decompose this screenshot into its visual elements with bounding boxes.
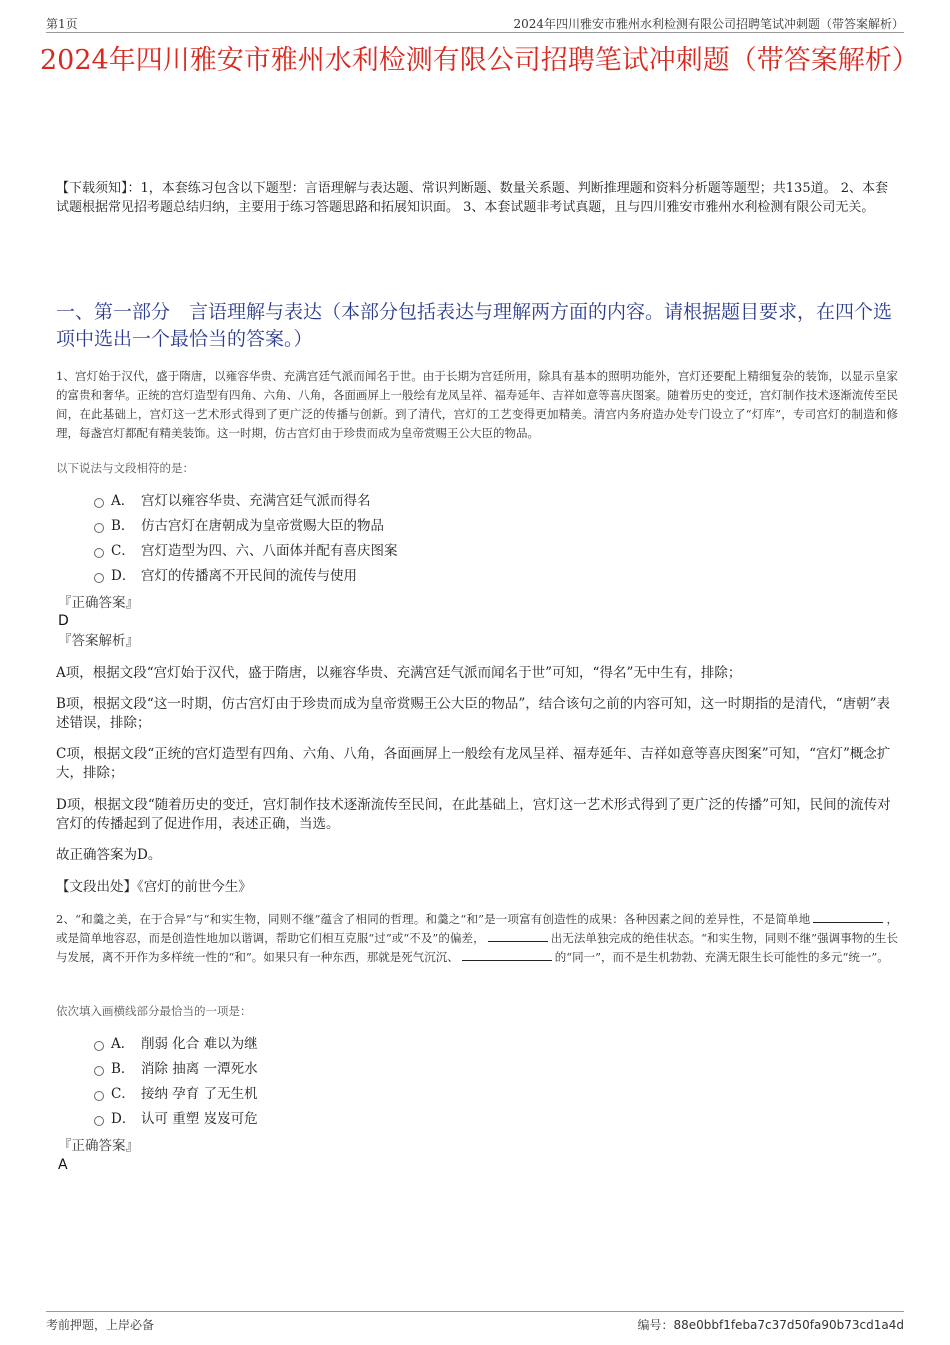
q2-option-d[interactable]: D． 认可 重塑 岌岌可危 — [92, 1108, 792, 1133]
radio-icon[interactable] — [94, 523, 104, 533]
q2-answer: A — [58, 1157, 68, 1173]
q2-answer-label: 『正确答案』 — [58, 1138, 139, 1154]
q1-prompt: 以下说法与文段相符的是： — [56, 461, 194, 475]
radio-icon[interactable] — [94, 548, 104, 558]
q2-option-c[interactable]: C． 接纳 孕育 了无生机 — [92, 1083, 792, 1108]
document-code: 88e0bbf1feba7c37d50fa90b73cd1a4d — [673, 1318, 904, 1332]
radio-icon[interactable] — [94, 1091, 104, 1101]
fill-blank-2 — [488, 929, 548, 942]
q1-analysis-label: 『答案解析』 — [58, 633, 139, 649]
document-title: 2024年四川雅安市雅州水利检测有限公司招聘笔试冲刺题（带答案解析） — [40, 45, 919, 76]
section-heading: 一、第一部分 言语理解与表达（本部分包括表达与理解两方面的内容。请根据题目要求，在四个选项中选出一个最恰当的答案。） — [56, 301, 893, 350]
radio-icon[interactable] — [94, 1066, 104, 1076]
fill-blank-3 — [462, 948, 552, 961]
q1-source: 【文段出处】《宫灯的前世今生》 — [56, 879, 252, 895]
q1-analysis-b: B项，根据文段“这一时期，仿古宫灯由于珍贵而成为皇帝赏赐王公大臣的物品”，结合该句之前的内容可知，这一时期指的是清代，“唐朝”表述错误，排除； — [56, 696, 891, 731]
radio-icon[interactable] — [94, 1116, 104, 1126]
q1-option-b[interactable]: B． 仿古宫灯在唐朝成为皇帝赏赐大臣的物品 — [92, 515, 792, 540]
q1-conclusion: 故正确答案为D。 — [56, 847, 162, 863]
radio-icon[interactable] — [94, 498, 104, 508]
q2-passage: 2、“和羹之美，在于合异”与“和实生物，同则不继”蕴含了相同的哲理。和羹之“和”是一项富有创造性的成果：各种因素之间的差异性，不是简单地 ，或是简单地容忍，而是创造性地加以谐调，帮助它们相互克服“过”或“不及”的偏差， 出无法单独完成的绝佳状态。“和实生物，同则不继”强调事物的生长与发展，离不开作为多样统一性的“和”。如果只有一种东西，那就是死气沉沉、 的“同一”，而不是生机勃勃、充满无限生长可能性的多元“统一”。 — [56, 912, 899, 964]
q2-option-a[interactable]: A． 削弱 化合 难以为继 — [92, 1033, 792, 1058]
q1-analysis-a: A项，根据文段“宫灯始于汉代，盛于隋唐，以雍容华贵、充满宫廷气派而闻名于世”可知，“得名”无中生有，排除； — [56, 665, 742, 681]
q1-answer-label: 『正确答案』 — [58, 595, 139, 611]
q1-option-c[interactable]: C． 宫灯造型为四、六、八面体并配有喜庆图案 — [92, 540, 792, 565]
q2-option-b[interactable]: B． 消除 抽离 一潭死水 — [92, 1058, 792, 1083]
radio-icon[interactable] — [94, 573, 104, 583]
footer-slogan: 考前押题，上岸必备 — [46, 1318, 155, 1332]
q2-prompt: 依次填入画横线部分最恰当的一项是： — [56, 1004, 252, 1018]
q1-analysis-d: D项，根据文段“随着历史的变迁，宫灯制作技术逐渐流传至民间，在此基础上，宫灯这一艺术形式得到了更广泛的传播”可知，民间的流传对宫灯的传播起到了促进作用，表述正确，当选。 — [56, 797, 891, 832]
q1-analysis-c: C项，根据文段“正统的宫灯造型有四角、六角、八角，各面画屏上一般绘有龙凤呈祥、福寿延年、吉祥如意等喜庆图案”可知，“宫灯”概念扩大，排除； — [56, 746, 891, 781]
fill-blank-1 — [813, 910, 883, 923]
q1-options — [92, 490, 792, 590]
page-footer — [46, 1311, 904, 1336]
footer-code: 编号：88e0bbf1feba7c37d50fa90b73cd1a4d — [637, 1318, 904, 1332]
q1-answer: D — [58, 613, 69, 629]
q1-option-a[interactable]: A． 宫灯以雍容华贵、充满宫廷气派而得名 — [92, 490, 792, 515]
radio-icon[interactable] — [94, 1041, 104, 1051]
header-doc-title: 2024年四川雅安市雅州水利检测有限公司招聘笔试冲刺题（带答案解析） — [513, 17, 904, 31]
q1-passage: 1、宫灯始于汉代，盛于隋唐，以雍容华贵、充满宫廷气派而闻名于世。由于长期为宫廷所用，除具有基本的照明功能外，宫灯还要配上精细复杂的装饰，以显示皇家的富贵和奢华。正统的宫灯造型有四角、六角、八角，各面画屏上一般绘有龙凤呈祥、福寿延年、吉祥如意等喜庆图案。随着历史的变迁，宫灯制作技术逐渐流传至民间，在此基础上，宫灯这一艺术形式得到了更广泛的传播与创新。到了清代，宫灯的工艺变得更加精美。清宫内务府造办处专门设立了“灯库”，专司宫灯的制造和修理，每盏宫灯都配有精美装饰。这一时期，仿古宫灯由于珍贵而成为皇帝赏赐王公大臣的物品。 — [56, 369, 898, 440]
download-notice: 【下载须知】：1，本套练习包含以下题型：言语理解与表达题、常识判断题、数量关系题、判断推理题和资料分析题等题型；共135道。 2、本套试题根据常见招考题总结归纳，主要用于练习答题思路和拓展知识面。 3、本套试题非考试真题，且与四川雅安市雅州水利检测有限公司无关。 — [56, 181, 888, 215]
page-header — [46, 14, 904, 33]
q2-options — [92, 1033, 792, 1133]
q1-option-d[interactable]: D． 宫灯的传播离不开民间的流传与使用 — [92, 565, 792, 590]
page-number: 第1页 — [46, 17, 78, 31]
